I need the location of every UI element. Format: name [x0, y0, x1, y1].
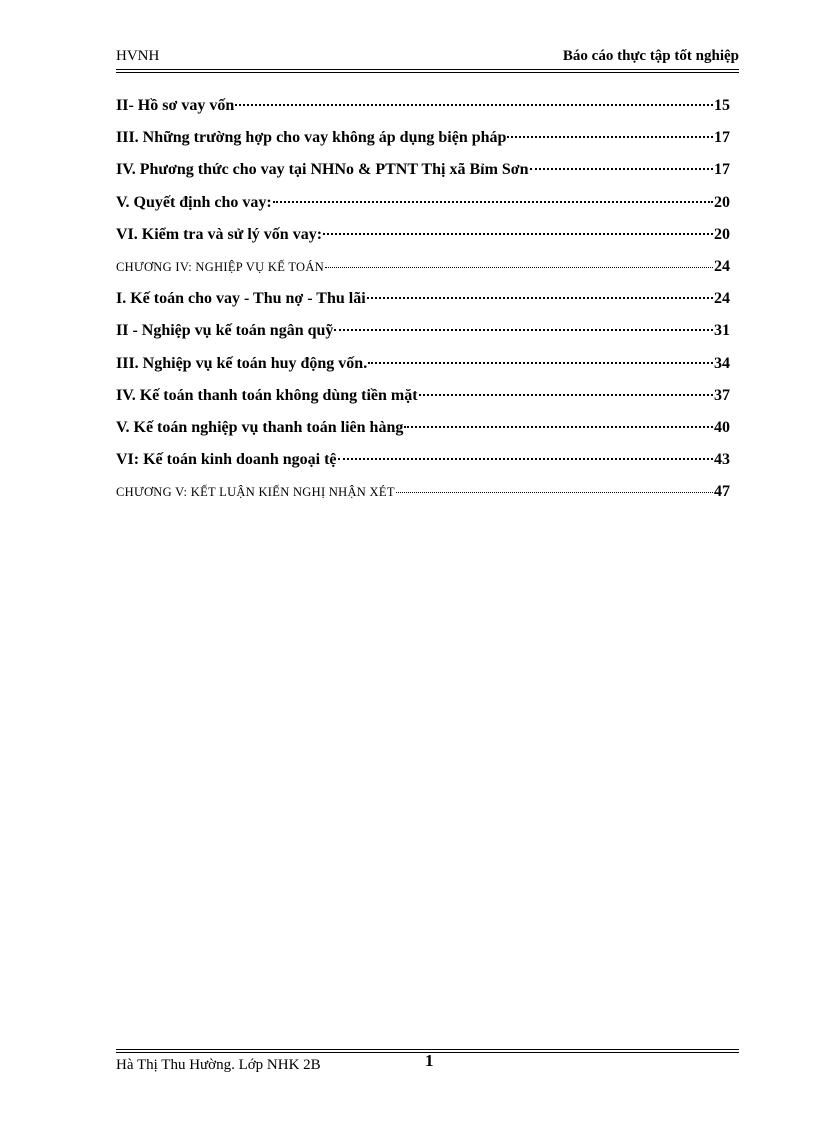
toc-entry-page: 43: [714, 451, 730, 469]
toc-entry-title: IV. Kế toán thanh toán không dùng tiền mặt: [116, 386, 418, 404]
toc-leader-dots: [530, 168, 713, 170]
toc-entry-title: II - Nghiệp vụ kế toán ngân quỹ: [116, 322, 334, 340]
footer-author: Hà Thị Thu Hường. Lớp NHK 2B: [116, 1057, 321, 1073]
toc-leader-dots: [507, 136, 713, 138]
toc-entry-page: 47: [714, 483, 730, 501]
toc-entry: [116, 221, 730, 253]
toc-leader-dots: [419, 394, 713, 396]
header-left-text: HVNH: [116, 48, 160, 64]
toc-entry-title: II- Hồ sơ vay vốn: [116, 97, 235, 114]
toc-leader-dots: [325, 267, 713, 268]
toc-entry: [116, 317, 730, 349]
header-rule-top: [116, 69, 739, 70]
toc-leader-dots: [273, 201, 713, 203]
toc-entry-title: V. Kế toán nghiệp vụ thanh toán liên hàng: [116, 418, 404, 436]
toc-entry-page: 20: [714, 225, 730, 243]
toc-entry-title: VI. Kiểm tra và sử lý vốn vay:: [116, 225, 323, 243]
toc-entry-page: 40: [714, 418, 730, 436]
toc-entry-page: 20: [714, 193, 730, 211]
toc-chapter-title: CHƯƠNG IV: NGHIỆP VỤ KẾ TOÁN: [116, 259, 325, 274]
toc-entry-title: III. Những trường hợp cho vay không áp dụng biện pháp: [116, 129, 507, 147]
toc-entry-title: VI: Kế toán kinh doanh ngoại tệ: [116, 451, 337, 469]
toc-entry: [116, 414, 730, 446]
toc-entry-title: V. Quyết định cho vay:: [116, 193, 272, 211]
toc-entry-page: 17: [714, 161, 730, 179]
toc-entry-page: 15: [714, 97, 730, 114]
toc-entry: [116, 350, 730, 382]
toc-leader-dots: [334, 329, 713, 331]
toc-leader-dots: [323, 233, 713, 235]
footer-rule-top: [116, 1049, 739, 1050]
toc-entry-page: 31: [714, 322, 730, 340]
toc-entry-page: 34: [714, 354, 730, 372]
toc-entry: [116, 92, 730, 124]
header-right-text: Báo cáo thực tập tốt nghiệp: [562, 48, 739, 64]
toc-chapter-entry: [116, 478, 730, 510]
toc-entry-page: 37: [714, 386, 730, 404]
toc-chapter-title: CHƯƠNG V: KẾT LUẬN KIẾN NGHỊ NHẬN XÉT: [116, 485, 395, 500]
toc-chapter-entry: [116, 253, 730, 285]
toc-leader-dots: [338, 458, 714, 460]
header-rule-bottom: [116, 72, 739, 73]
toc-leader-dots: [235, 104, 713, 106]
toc-entry: [116, 124, 730, 156]
toc-entry-page: 24: [714, 257, 730, 275]
footer-page-number: 1: [425, 1051, 434, 1070]
toc-entry-page: 24: [714, 290, 730, 308]
toc-entry-title: IV. Phương thức cho vay tại NHNo & PTNT Thị xã Bỉm Sơn: [116, 161, 529, 179]
toc-leader-dots: [367, 297, 713, 299]
table-of-contents: [116, 92, 730, 510]
toc-entry: [116, 285, 730, 317]
toc-entry-page: 17: [714, 129, 730, 147]
toc-leader-dots: [396, 492, 713, 493]
toc-leader-dots: [404, 426, 713, 428]
toc-entry: [116, 382, 730, 414]
toc-entry: [116, 156, 730, 188]
toc-entry-title: III. Nghiệp vụ kế toán huy động vốn.: [116, 354, 368, 372]
toc-entry-title: I. Kế toán cho vay - Thu nợ - Thu lãi: [116, 290, 366, 308]
toc-entry: [116, 446, 730, 478]
toc-leader-dots: [368, 362, 713, 364]
toc-entry: [116, 189, 730, 221]
page-header: [116, 48, 739, 68]
